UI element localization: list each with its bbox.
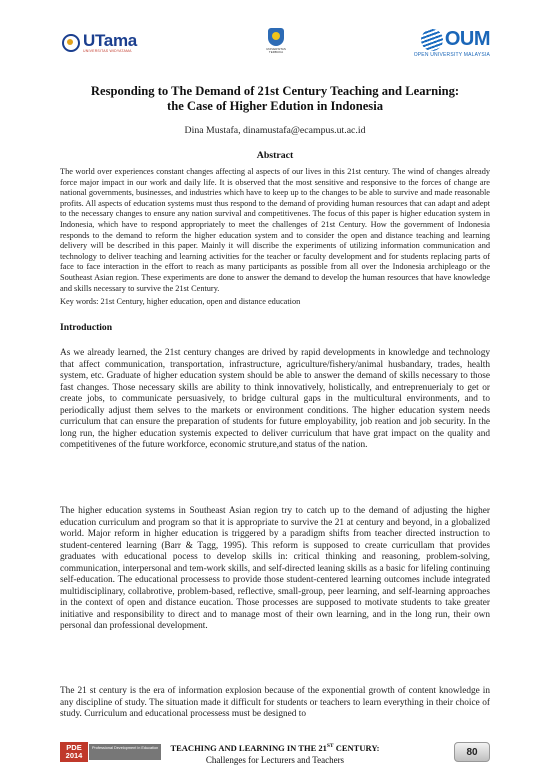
pde-logo xyxy=(60,742,161,762)
page-number: 80 xyxy=(454,742,490,762)
body-paragraph-3: The 21 st century is the era of information explosion because of the exponential growth of content knowledge in any discipline of study. The situation made it difficult for students or teachers to learn everything in their choice of study. Curriculum and educational processess must be designed to xyxy=(60,686,490,720)
introduction-heading: Introduction xyxy=(60,322,113,333)
pde-text: Professional Development in Education xyxy=(89,744,161,760)
footer-line-1-sup: ST xyxy=(326,743,334,749)
utama-logo-name: UTama xyxy=(83,31,137,50)
ut-crest-logo xyxy=(262,28,290,55)
footer-line-1-text: TEACHING AND LEARNING IN THE 21 xyxy=(170,742,327,753)
footer-line-2: Challenges for Lecturers and Teachers xyxy=(205,754,345,765)
title-line-2: the Case of Higher Edution in Indonesia xyxy=(167,99,383,113)
keywords: Key words: 21st Century, higher education, open and distance education xyxy=(60,297,301,306)
crest-icon xyxy=(268,28,284,46)
footer-line-1-end: CENTURY: xyxy=(333,742,380,753)
footer-conference-title xyxy=(160,740,390,766)
oum-logo xyxy=(414,28,490,58)
body-paragraph-2: The higher education systems in Southeast Asian region try to catch up to the demand of adjusting the higher education curriculum and program so that it is appropriate to survive the 21 at century and beyond, in a globalized world. Major reform in higher education is triggered by a paradigm shifts from teacher directed instruction to student-centered learning (Barr & Tagg, 1995). This reform is supposed to create curricullam that provides graduates with educational pocess to develop skills in: critical thinking and reasoning, problem-solving, communication, interpersonal and tem-work skills, and self-directed leaning skills as a basic for lifeling continuing self-education. The educational processess to provide those student-centered learning outcomes include integrated multidisciplinary, collabrotive, problem-based, reflective, small-group, peer learning, and self-learning approaches in the context of open and distance eucation. Those processes are supposed to motivate students to take greater initiative and responsibility to direct and to manage most of their own learning, and in the long run, their own personal dan professional development. xyxy=(60,506,490,632)
utama-logo-sub: UNIVERSITAS WIDYATAMA xyxy=(83,49,132,53)
oum-logo-sub: OPEN UNIVERSITY MALAYSIA xyxy=(413,52,490,58)
oum-globe-icon xyxy=(421,29,443,51)
oum-logo-name: OUM xyxy=(444,28,490,50)
author-line: Dina Mustafa, dinamustafa@ecampus.ut.ac.id xyxy=(184,125,366,136)
pde-year-badge: PDE 2014 xyxy=(60,742,88,762)
crest-caption: UNIVERSITAS TERBUKA xyxy=(266,47,286,55)
utama-logo xyxy=(62,32,137,54)
header-logos xyxy=(62,28,490,68)
paper-title xyxy=(40,84,510,114)
abstract-heading: Abstract xyxy=(256,150,294,161)
page-footer xyxy=(60,740,490,770)
abstract-text: The world over experiences constant changes affecting al aspects of our lives in this 21st century. The wind of changes already force major impact in our work and daily life. It is observed that the most sensitive and responsive to the forces of change are national governments, businesses, and industries which have to keep up to the changes to be able to survive and made reasonable profits. All aspects of education systems must thus respond to the demand of providing human resources that can adapt and adept to the necessary changes to ensure any nation survival and competitivenes. The focus of this paper is higher education system in Indonesia, which have to respond appropriately to meet the challenges of 21st Century. How the government of Indonesia responds to the demand to reform the higher education system and to consider the open and distance teaching and learning delivery will be described in this paper. Mainly it will discribe the experiments of utilizing information communication and technology to deliver teaching and learning activities for the teacher or faculty development and for students replacing parts of face to face interaction in the effort to reach as many participants as possible from all over the Indonesia archipleago or the Southeast Asian region. These experiments are done to answer the demand to develop the human resources that have knowledge and skills necessary to survive the 21st Century. xyxy=(60,167,490,293)
utama-emblem-icon xyxy=(62,34,80,52)
title-line-1: Responding to The Demand of 21st Century Teaching and Learning: xyxy=(90,84,460,98)
body-paragraph-1: As we already learned, the 21st century changes are drived by rapid developments in knowledge and technology that affect communication, transportation, infrastructure, agriculture/fishery/animal husbandary, trades, health system, etc. Graduate of higher education system should be able to answer the demand of skills necessary to those fast changes. Those necessary skills are ability to think innovatively, holistically, and entreprenuerialy to get or create jobs, to communicate persuasively, to bridge cultural gaps in the multicultural environments, and to periodically adjust them selves to the markets or environment conditions. The higher education system needs curriculum that can ensure the preparation of students for future employability, job reation and job security. In the long run, the higher education systemis expected to deliver curriculum that have grat impact on the quality and competitivenes of the future workforce, economic struture,and status of the nation. xyxy=(60,348,490,451)
footer-line-1 xyxy=(160,740,390,754)
